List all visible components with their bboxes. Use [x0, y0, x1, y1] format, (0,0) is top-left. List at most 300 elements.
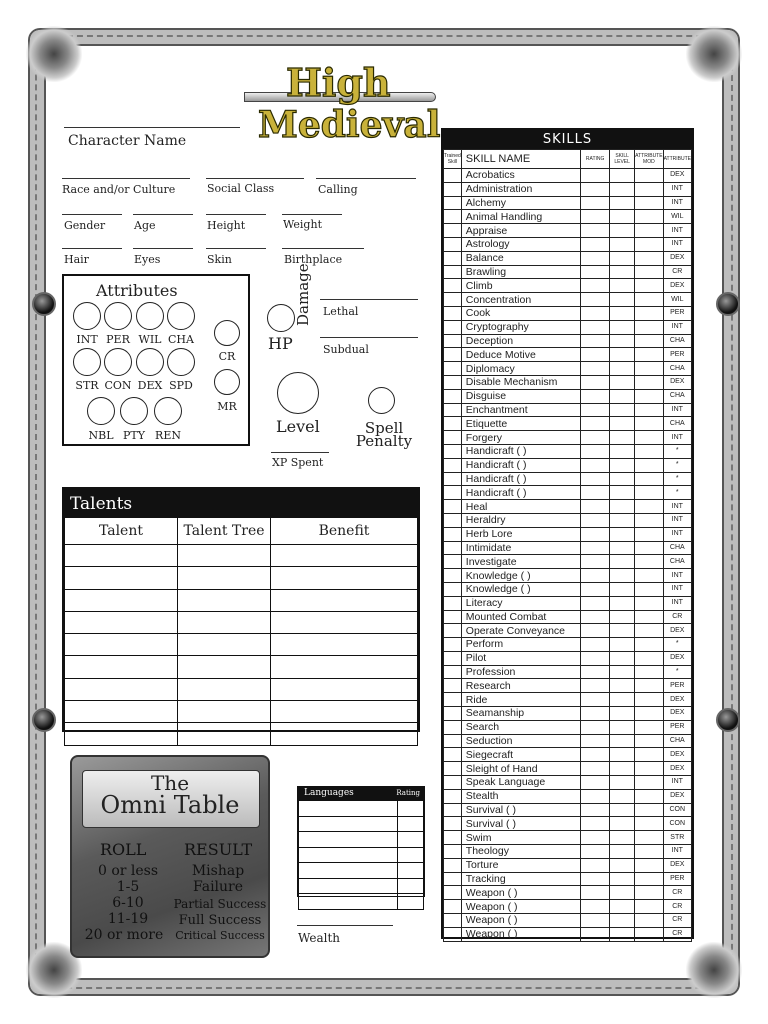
attribute-mod-cell[interactable] [635, 707, 663, 721]
attribute-mod-cell[interactable] [635, 265, 663, 279]
talent-cell[interactable] [65, 545, 178, 567]
talent-cell[interactable] [271, 589, 418, 611]
skill-level-cell[interactable] [610, 803, 635, 817]
trained-checkbox[interactable] [444, 417, 462, 431]
skill-rating-cell[interactable] [581, 900, 610, 914]
skill-level-cell[interactable] [610, 596, 635, 610]
attribute-mod-cell[interactable] [635, 665, 663, 679]
trained-checkbox[interactable] [444, 831, 462, 845]
ren-circle[interactable] [154, 397, 182, 425]
skill-rating-cell[interactable] [581, 858, 610, 872]
talent-cell[interactable] [271, 567, 418, 589]
talent-cell[interactable] [65, 678, 178, 700]
skill-level-cell[interactable] [610, 403, 635, 417]
skill-level-cell[interactable] [610, 541, 635, 555]
trained-checkbox[interactable] [444, 224, 462, 238]
skill-rating-cell[interactable] [581, 527, 610, 541]
skill-level-cell[interactable] [610, 914, 635, 928]
trained-checkbox[interactable] [444, 210, 462, 224]
attribute-mod-cell[interactable] [635, 472, 663, 486]
skill-rating-cell[interactable] [581, 886, 610, 900]
skill-level-cell[interactable] [610, 900, 635, 914]
trained-checkbox[interactable] [444, 789, 462, 803]
talent-cell[interactable] [178, 634, 271, 656]
skill-level-cell[interactable] [610, 776, 635, 790]
skill-rating-cell[interactable] [581, 693, 610, 707]
trained-checkbox[interactable] [444, 803, 462, 817]
attribute-mod-cell[interactable] [635, 886, 663, 900]
skill-rating-cell[interactable] [581, 293, 610, 307]
spd-circle[interactable] [167, 348, 195, 376]
skill-level-cell[interactable] [610, 279, 635, 293]
skill-level-cell[interactable] [610, 417, 635, 431]
attribute-mod-cell[interactable] [635, 169, 663, 183]
trained-checkbox[interactable] [444, 555, 462, 569]
talent-cell[interactable] [271, 611, 418, 633]
attribute-mod-cell[interactable] [635, 293, 663, 307]
attribute-mod-cell[interactable] [635, 845, 663, 859]
skill-rating-cell[interactable] [581, 237, 610, 251]
attribute-mod-cell[interactable] [635, 872, 663, 886]
attribute-mod-cell[interactable] [635, 431, 663, 445]
skill-level-cell[interactable] [610, 610, 635, 624]
skill-rating-cell[interactable] [581, 555, 610, 569]
gender-field[interactable] [62, 214, 122, 215]
skill-rating-cell[interactable] [581, 582, 610, 596]
skill-rating-cell[interactable] [581, 803, 610, 817]
skill-level-cell[interactable] [610, 320, 635, 334]
race-field[interactable] [62, 178, 190, 179]
attribute-mod-cell[interactable] [635, 527, 663, 541]
dex-circle[interactable] [136, 348, 164, 376]
trained-checkbox[interactable] [444, 776, 462, 790]
character-name-field[interactable] [64, 127, 240, 128]
trained-checkbox[interactable] [444, 265, 462, 279]
skill-rating-cell[interactable] [581, 486, 610, 500]
skill-level-cell[interactable] [610, 293, 635, 307]
attribute-mod-cell[interactable] [635, 720, 663, 734]
skill-rating-cell[interactable] [581, 679, 610, 693]
trained-checkbox[interactable] [444, 596, 462, 610]
skill-attribute: PER [663, 348, 691, 362]
skill-rating-cell[interactable] [581, 265, 610, 279]
skill-level-cell[interactable] [610, 858, 635, 872]
talent-cell[interactable] [271, 634, 418, 656]
attribute-mod-cell[interactable] [635, 817, 663, 831]
trained-checkbox[interactable] [444, 362, 462, 376]
skill-name: Disguise [461, 389, 580, 403]
trained-checkbox[interactable] [444, 762, 462, 776]
trained-checkbox[interactable] [444, 720, 462, 734]
skill-rating-cell[interactable] [581, 927, 610, 941]
skill-level-cell[interactable] [610, 224, 635, 238]
skill-rating-cell[interactable] [581, 362, 610, 376]
skill-level-cell[interactable] [610, 582, 635, 596]
talent-cell[interactable] [271, 701, 418, 723]
language-rating-cell[interactable] [398, 847, 424, 863]
trained-checkbox[interactable] [444, 182, 462, 196]
skill-level-cell[interactable] [610, 431, 635, 445]
trained-checkbox[interactable] [444, 375, 462, 389]
attribute-mod-cell[interactable] [635, 651, 663, 665]
skill-rating-cell[interactable] [581, 196, 610, 210]
attribute-mod-cell[interactable] [635, 803, 663, 817]
skill-level-cell[interactable] [610, 762, 635, 776]
skill-rating-cell[interactable] [581, 224, 610, 238]
trained-checkbox[interactable] [444, 348, 462, 362]
attribute-mod-cell[interactable] [635, 734, 663, 748]
skill-rating-cell[interactable] [581, 734, 610, 748]
skill-rating-cell[interactable] [581, 872, 610, 886]
trained-checkbox[interactable] [444, 900, 462, 914]
skill-rating-cell[interactable] [581, 417, 610, 431]
trained-checkbox[interactable] [444, 513, 462, 527]
trained-checkbox[interactable] [444, 279, 462, 293]
mr-circle[interactable] [214, 369, 240, 395]
skill-rating-cell[interactable] [581, 789, 610, 803]
attribute-mod-cell[interactable] [635, 789, 663, 803]
attribute-mod-cell[interactable] [635, 458, 663, 472]
skill-rating-cell[interactable] [581, 610, 610, 624]
skill-level-cell[interactable] [610, 720, 635, 734]
attribute-mod-cell[interactable] [635, 348, 663, 362]
language-rating-cell[interactable] [398, 832, 424, 848]
skill-level-cell[interactable] [610, 251, 635, 265]
trained-checkbox[interactable] [444, 486, 462, 500]
skill-rating-cell[interactable] [581, 845, 610, 859]
skill-rating-cell[interactable] [581, 320, 610, 334]
skill-level-cell[interactable] [610, 555, 635, 569]
talent-cell[interactable] [65, 589, 178, 611]
language-cell[interactable] [299, 816, 398, 832]
weight-field[interactable] [282, 214, 342, 215]
skill-level-cell[interactable] [610, 527, 635, 541]
subdual-field[interactable] [320, 337, 418, 338]
birthplace-field[interactable] [282, 248, 364, 249]
skill-level-cell[interactable] [610, 789, 635, 803]
skill-level-cell[interactable] [610, 196, 635, 210]
age-field[interactable] [133, 214, 193, 215]
talent-cell[interactable] [65, 723, 178, 745]
skill-level-cell[interactable] [610, 375, 635, 389]
trained-checkbox[interactable] [444, 651, 462, 665]
attribute-mod-cell[interactable] [635, 762, 663, 776]
talent-cell[interactable] [271, 723, 418, 745]
attribute-mod-cell[interactable] [635, 555, 663, 569]
attribute-mod-cell[interactable] [635, 224, 663, 238]
skill-rating-cell[interactable] [581, 444, 610, 458]
attribute-mod-cell[interactable] [635, 210, 663, 224]
skill-level-cell[interactable] [610, 182, 635, 196]
skill-rating-cell[interactable] [581, 169, 610, 183]
skill-rating-cell[interactable] [581, 776, 610, 790]
attribute-mod-cell[interactable] [635, 362, 663, 376]
wealth-field[interactable] [297, 925, 393, 926]
skill-rating-cell[interactable] [581, 472, 610, 486]
calling-field[interactable] [316, 178, 416, 179]
skill-level-cell[interactable] [610, 306, 635, 320]
skill-rating-cell[interactable] [581, 279, 610, 293]
attribute-mod-cell[interactable] [635, 375, 663, 389]
skill-level-cell[interactable] [610, 624, 635, 638]
trained-checkbox[interactable] [444, 431, 462, 445]
skill-level-cell[interactable] [610, 486, 635, 500]
trained-checkbox[interactable] [444, 927, 462, 941]
skill-level-cell[interactable] [610, 569, 635, 583]
language-cell[interactable] [299, 894, 398, 910]
trained-checkbox[interactable] [444, 748, 462, 762]
language-cell[interactable] [299, 847, 398, 863]
attribute-mod-cell[interactable] [635, 279, 663, 293]
skill-rating-cell[interactable] [581, 306, 610, 320]
trained-checkbox[interactable] [444, 610, 462, 624]
skill-level-cell[interactable] [610, 265, 635, 279]
skill-rating-cell[interactable] [581, 596, 610, 610]
skill-rating-cell[interactable] [581, 348, 610, 362]
skill-level-cell[interactable] [610, 500, 635, 514]
skill-rating-cell[interactable] [581, 389, 610, 403]
trained-checkbox[interactable] [444, 389, 462, 403]
wil-circle[interactable] [136, 302, 164, 330]
talent-cell[interactable] [178, 545, 271, 567]
talent-cell[interactable] [271, 545, 418, 567]
skill-rating-cell[interactable] [581, 665, 610, 679]
talent-cell[interactable] [178, 611, 271, 633]
attribute-mod-cell[interactable] [635, 693, 663, 707]
eyes-field[interactable] [133, 248, 193, 249]
attribute-mod-cell[interactable] [635, 914, 663, 928]
trained-checkbox[interactable] [444, 500, 462, 514]
str-circle[interactable] [73, 348, 101, 376]
attribute-mod-cell[interactable] [635, 748, 663, 762]
skill-level-cell[interactable] [610, 927, 635, 941]
trained-checkbox[interactable] [444, 624, 462, 638]
cha-circle[interactable] [167, 302, 195, 330]
skill-level-cell[interactable] [610, 693, 635, 707]
skill-rating-cell[interactable] [581, 251, 610, 265]
attribute-mod-cell[interactable] [635, 831, 663, 845]
skill-level-cell[interactable] [610, 169, 635, 183]
talent-cell[interactable] [65, 656, 178, 678]
trained-checkbox[interactable] [444, 872, 462, 886]
attribute-mod-cell[interactable] [635, 776, 663, 790]
attribute-mod-cell[interactable] [635, 900, 663, 914]
trained-checkbox[interactable] [444, 306, 462, 320]
trained-checkbox[interactable] [444, 527, 462, 541]
trained-checkbox[interactable] [444, 251, 462, 265]
attribute-mod-cell[interactable] [635, 196, 663, 210]
skill-level-cell[interactable] [610, 362, 635, 376]
talent-cell[interactable] [178, 723, 271, 745]
attribute-mod-cell[interactable] [635, 182, 663, 196]
attribute-mod-cell[interactable] [635, 927, 663, 941]
skill-rating-cell[interactable] [581, 210, 610, 224]
language-rating-cell[interactable] [398, 816, 424, 832]
lethal-field[interactable] [320, 299, 418, 300]
pty-circle[interactable] [120, 397, 148, 425]
trained-checkbox[interactable] [444, 196, 462, 210]
attribute-mod-cell[interactable] [635, 541, 663, 555]
trained-checkbox[interactable] [444, 665, 462, 679]
skill-rating-cell[interactable] [581, 500, 610, 514]
skill-level-cell[interactable] [610, 748, 635, 762]
skill-rating-cell[interactable] [581, 541, 610, 555]
social-class-field[interactable] [206, 178, 304, 179]
trained-checkbox[interactable] [444, 693, 462, 707]
attribute-mod-cell[interactable] [635, 306, 663, 320]
language-cell[interactable] [299, 863, 398, 879]
skill-rating-cell[interactable] [581, 748, 610, 762]
skill-level-cell[interactable] [610, 651, 635, 665]
int-circle[interactable] [73, 302, 101, 330]
skill-rating-cell[interactable] [581, 569, 610, 583]
skill-level-cell[interactable] [610, 707, 635, 721]
attribute-mod-cell[interactable] [635, 486, 663, 500]
skill-level-cell[interactable] [610, 679, 635, 693]
spell-penalty-circle[interactable] [368, 387, 395, 414]
skill-level-cell[interactable] [610, 237, 635, 251]
attribute-mod-cell[interactable] [635, 444, 663, 458]
talent-cell[interactable] [65, 611, 178, 633]
skill-level-cell[interactable] [610, 665, 635, 679]
con-circle[interactable] [104, 348, 132, 376]
attribute-mod-cell[interactable] [635, 624, 663, 638]
trained-checkbox[interactable] [444, 638, 462, 652]
nbl-circle[interactable] [87, 397, 115, 425]
skill-rating-cell[interactable] [581, 403, 610, 417]
skill-level-cell[interactable] [610, 872, 635, 886]
skill-rating-cell[interactable] [581, 638, 610, 652]
skill-rating-cell[interactable] [581, 375, 610, 389]
skill-rating-cell[interactable] [581, 817, 610, 831]
attribute-mod-cell[interactable] [635, 320, 663, 334]
height-field[interactable] [206, 214, 266, 215]
skill-rating-cell[interactable] [581, 720, 610, 734]
skill-attribute: INT [663, 500, 691, 514]
language-rating-cell[interactable] [398, 801, 424, 817]
skill-level-cell[interactable] [610, 458, 635, 472]
hp-circle[interactable] [267, 304, 295, 332]
attribute-mod-cell[interactable] [635, 582, 663, 596]
trained-checkbox[interactable] [444, 569, 462, 583]
level-circle[interactable] [277, 372, 319, 414]
trained-checkbox[interactable] [444, 707, 462, 721]
skill-level-cell[interactable] [610, 348, 635, 362]
talent-cell[interactable] [178, 678, 271, 700]
attribute-mod-cell[interactable] [635, 417, 663, 431]
talent-cell[interactable] [178, 567, 271, 589]
trained-checkbox[interactable] [444, 886, 462, 900]
skill-rating-cell[interactable] [581, 431, 610, 445]
attribute-mod-cell[interactable] [635, 858, 663, 872]
trained-checkbox[interactable] [444, 858, 462, 872]
skill-level-cell[interactable] [610, 472, 635, 486]
attribute-mod-cell[interactable] [635, 237, 663, 251]
trained-checkbox[interactable] [444, 845, 462, 859]
skill-rating-cell[interactable] [581, 458, 610, 472]
skill-rating-cell[interactable] [581, 334, 610, 348]
talent-cell[interactable] [65, 634, 178, 656]
attribute-mod-cell[interactable] [635, 513, 663, 527]
skill-level-cell[interactable] [610, 817, 635, 831]
talent-cell[interactable] [178, 589, 271, 611]
skill-rating-cell[interactable] [581, 182, 610, 196]
trained-checkbox[interactable] [444, 403, 462, 417]
hair-field[interactable] [62, 248, 122, 249]
attribute-mod-cell[interactable] [635, 638, 663, 652]
language-cell[interactable] [299, 801, 398, 817]
attribute-mod-cell[interactable] [635, 610, 663, 624]
trained-checkbox[interactable] [444, 169, 462, 183]
skill-rating-cell[interactable] [581, 624, 610, 638]
attribute-mod-cell[interactable] [635, 403, 663, 417]
skill-level-cell[interactable] [610, 886, 635, 900]
talent-cell[interactable] [65, 701, 178, 723]
trained-checkbox[interactable] [444, 582, 462, 596]
skill-rating-cell[interactable] [581, 707, 610, 721]
language-rating-cell[interactable] [398, 863, 424, 879]
attribute-mod-cell[interactable] [635, 569, 663, 583]
attribute-mod-cell[interactable] [635, 596, 663, 610]
per-circle[interactable] [104, 302, 132, 330]
trained-checkbox[interactable] [444, 679, 462, 693]
attribute-mod-cell[interactable] [635, 334, 663, 348]
language-rating-cell[interactable] [398, 894, 424, 910]
xp-spent-field[interactable] [271, 452, 329, 453]
skill-level-cell[interactable] [610, 444, 635, 458]
trained-checkbox[interactable] [444, 334, 462, 348]
skill-level-cell[interactable] [610, 831, 635, 845]
trained-checkbox[interactable] [444, 237, 462, 251]
trained-checkbox[interactable] [444, 914, 462, 928]
trained-checkbox[interactable] [444, 472, 462, 486]
trained-checkbox[interactable] [444, 293, 462, 307]
attribute-mod-cell[interactable] [635, 500, 663, 514]
talent-cell[interactable] [271, 656, 418, 678]
skill-level-cell[interactable] [610, 513, 635, 527]
trained-checkbox[interactable] [444, 458, 462, 472]
skill-rating-cell[interactable] [581, 914, 610, 928]
trained-checkbox[interactable] [444, 444, 462, 458]
skill-level-cell[interactable] [610, 845, 635, 859]
trained-checkbox[interactable] [444, 817, 462, 831]
trained-checkbox[interactable] [444, 734, 462, 748]
trained-checkbox[interactable] [444, 541, 462, 555]
skill-level-cell[interactable] [610, 734, 635, 748]
attribute-mod-cell[interactable] [635, 251, 663, 265]
trained-checkbox[interactable] [444, 320, 462, 334]
language-cell[interactable] [299, 878, 398, 894]
skill-rating-cell[interactable] [581, 513, 610, 527]
skill-level-cell[interactable] [610, 210, 635, 224]
language-rating-cell[interactable] [398, 878, 424, 894]
attribute-mod-cell[interactable] [635, 679, 663, 693]
skill-rating-cell[interactable] [581, 831, 610, 845]
cr-circle[interactable] [214, 320, 240, 346]
talent-cell[interactable] [65, 567, 178, 589]
skin-field[interactable] [206, 248, 266, 249]
skill-level-cell[interactable] [610, 389, 635, 403]
skill-level-cell[interactable] [610, 638, 635, 652]
talent-cell[interactable] [178, 701, 271, 723]
skill-rating-cell[interactable] [581, 762, 610, 776]
language-cell[interactable] [299, 832, 398, 848]
attribute-mod-cell[interactable] [635, 389, 663, 403]
skill-rating-cell[interactable] [581, 651, 610, 665]
skill-level-cell[interactable] [610, 334, 635, 348]
talent-cell[interactable] [271, 678, 418, 700]
talent-cell[interactable] [178, 656, 271, 678]
